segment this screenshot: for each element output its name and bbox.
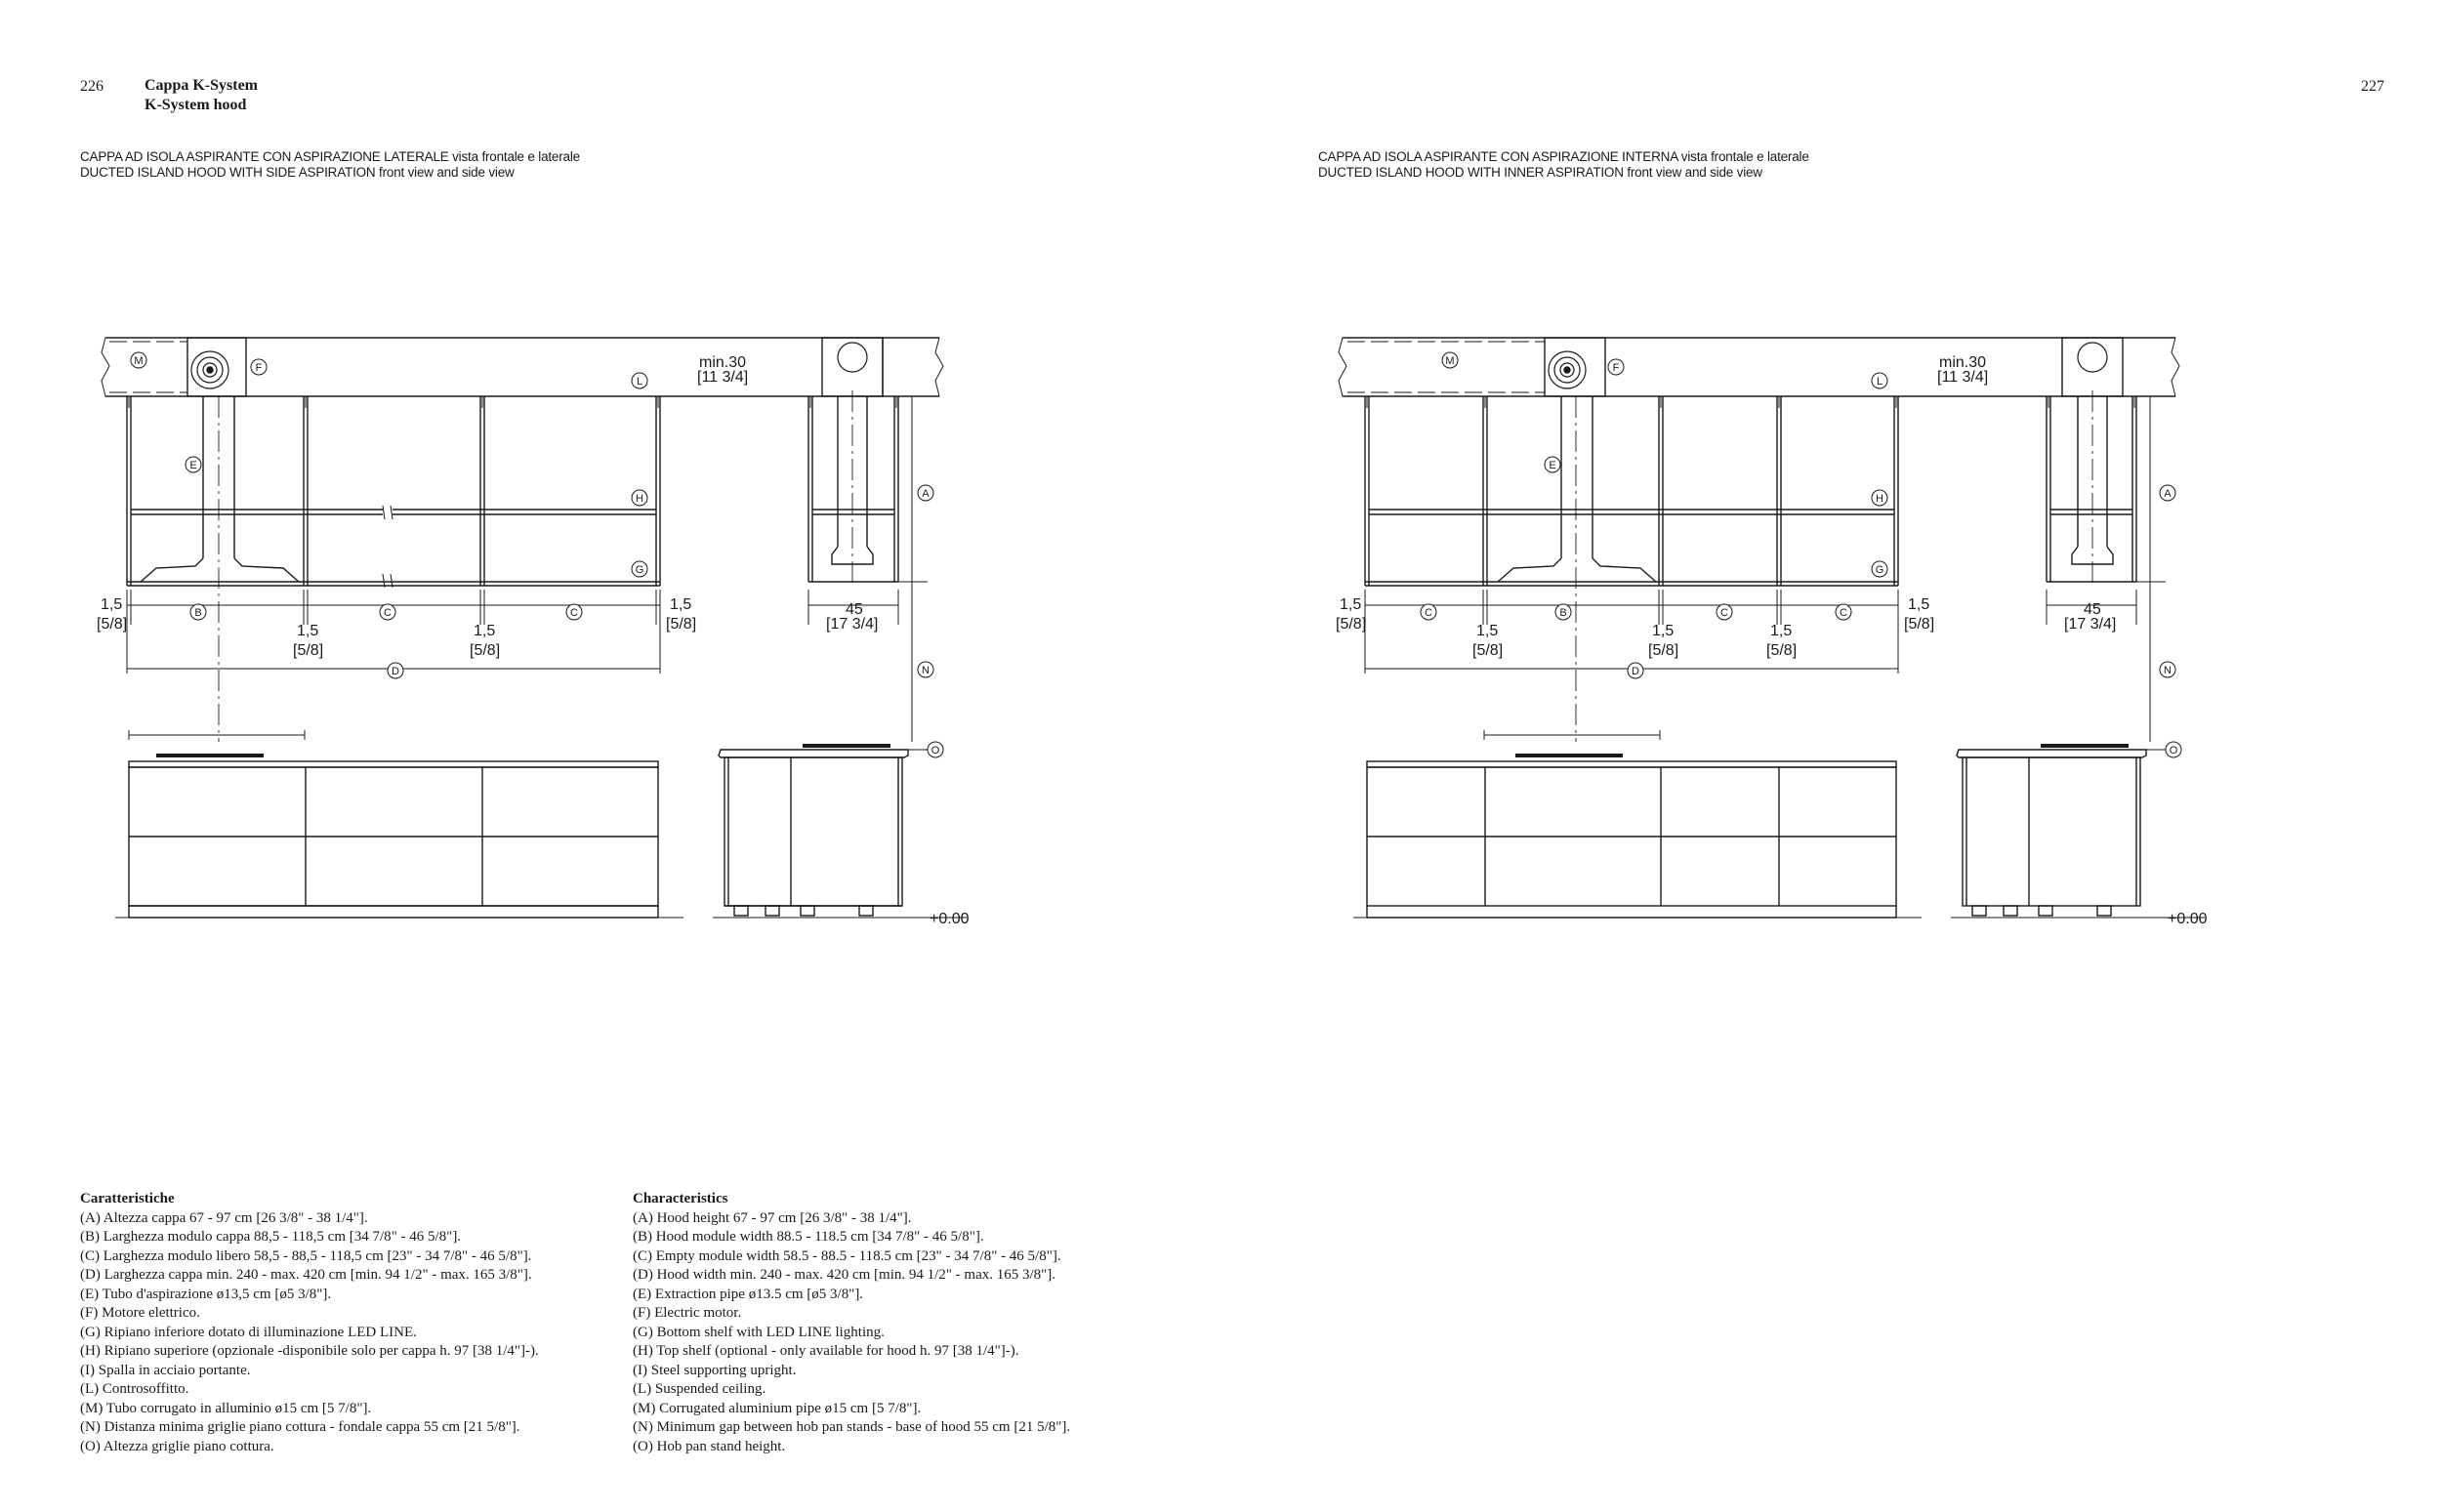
- level-left: +0.00: [930, 911, 970, 927]
- svg-text:G: G: [635, 564, 644, 576]
- dim-1-5-right-c: 1,5: [1652, 623, 1675, 639]
- dim-5-8-left-b: [5/8]: [293, 642, 324, 659]
- feature-item: (G) Ripiano inferiore dotato di illuminazione LED LINE.: [80, 1324, 417, 1340]
- feature-item: (A) Altezza cappa 67 - 97 cm [26 3/8" - 38 1/4"].: [80, 1209, 368, 1226]
- dim-5-8-right-c: [5/8]: [1648, 642, 1679, 659]
- svg-text:C: C: [570, 607, 578, 619]
- dim-1-5-left-b: 1,5: [297, 623, 319, 639]
- svg-text:B: B: [1559, 607, 1567, 619]
- dim-5-8-left-a: [5/8]: [97, 616, 128, 633]
- svg-text:L: L: [636, 376, 643, 388]
- island-side-left: [713, 744, 967, 918]
- feature-item: (C) Empty module width 58.5 - 88.5 - 118.5 cm [23" - 34 7/8" - 46 5/8"].: [633, 1247, 1061, 1264]
- svg-text:B: B: [194, 607, 202, 619]
- caption-left-italian: CAPPA AD ISOLA ASPIRANTE CON ASPIRAZIONE LATERALE vista frontale e laterale: [80, 149, 580, 164]
- dim-min30-in-left: [11 3/4]: [697, 369, 749, 386]
- feature-item: (N) Distanza minima griglie piano cottura - fondale cappa 55 cm [21 5/8"].: [80, 1419, 520, 1435]
- svg-text:C: C: [384, 607, 392, 619]
- feature-item: (B) Larghezza modulo cappa 88,5 - 118,5 cm [34 7/8" - 46 5/8"].: [80, 1229, 462, 1245]
- feature-item: (F) Motore elettrico.: [80, 1305, 200, 1321]
- dim-min30-right: min.30: [1939, 354, 1987, 371]
- feature-item: (A) Hood height 67 - 97 cm [26 3/8" - 38 1/4"].: [633, 1209, 912, 1226]
- dim-45-in-left: [17 3/4]: [826, 616, 879, 633]
- feature-item: (O) Hob pan stand height.: [633, 1438, 786, 1454]
- feature-item: (M) Corrugated aluminium pipe ø15 cm [5 7/8"].: [633, 1400, 922, 1416]
- feature-item: (G) Bottom shelf with LED LINE lighting.: [633, 1324, 885, 1340]
- level-right: +0.00: [2168, 911, 2208, 927]
- feature-item: (I) Spalla in acciaio portante.: [80, 1362, 251, 1378]
- feature-item: (I) Steel supporting upright.: [633, 1362, 797, 1378]
- dim-5-8-right-b: [5/8]: [1472, 642, 1504, 659]
- features-english: [633, 1190, 1199, 1456]
- svg-text:A: A: [2164, 488, 2172, 500]
- svg-text:F: F: [255, 362, 263, 374]
- svg-text:M: M: [1445, 355, 1455, 367]
- svg-text:N: N: [922, 665, 930, 676]
- dim-1-5-left-c: 1,5: [474, 623, 496, 639]
- dim-5-8-right-a: [5/8]: [1336, 616, 1367, 633]
- features-italian-heading: Caratteristiche: [80, 1191, 175, 1206]
- dim-45-left: 45: [846, 601, 863, 618]
- dim-min30-in-right: [11 3/4]: [1937, 369, 1989, 386]
- island-side-right: [1951, 744, 2205, 918]
- caption-right-italian: CAPPA AD ISOLA ASPIRANTE CON ASPIRAZIONE INTERNA vista frontale e laterale: [1318, 149, 1809, 164]
- title-english: K-System hood: [145, 97, 247, 113]
- ceiling-beam-right: [1339, 338, 2179, 396]
- dim-min30-left: min.30: [699, 354, 747, 371]
- island-front-left: [115, 730, 683, 918]
- features-italian-list: [80, 1209, 627, 1457]
- dim-5-8-left-d: [5/8]: [666, 616, 697, 633]
- feature-item: (L) Suspended ceiling.: [633, 1381, 766, 1397]
- svg-text:A: A: [922, 488, 930, 500]
- dim-1-5-right-b: 1,5: [1476, 623, 1499, 639]
- svg-text:D: D: [392, 666, 399, 677]
- feature-item: (D) Hood width min. 240 - max. 420 cm [min. 94 1/2" - max. 165 3/8"].: [633, 1267, 1056, 1283]
- dim-5-8-right-d: [5/8]: [1766, 642, 1798, 659]
- feature-item: (L) Controsoffitto.: [80, 1381, 189, 1397]
- dim-5-8-right-e: [5/8]: [1904, 616, 1935, 633]
- feature-item: (O) Altezza griglie piano cottura.: [80, 1438, 274, 1454]
- svg-text:H: H: [1876, 493, 1883, 505]
- svg-text:E: E: [1549, 460, 1556, 471]
- features-english-heading: Characteristics: [633, 1191, 728, 1206]
- motor-box-right: [1545, 338, 1605, 396]
- side-motor-box-left: [822, 338, 883, 396]
- dim-1-5-right-e: 1,5: [1908, 596, 1930, 613]
- feature-item: (H) Top shelf (optional - only available for hood h. 97 [38 1/4"]-).: [633, 1343, 1019, 1359]
- svg-text:D: D: [1632, 666, 1639, 677]
- side-view-hood-left: [808, 390, 898, 586]
- svg-text:F: F: [1612, 362, 1620, 374]
- svg-text:E: E: [189, 460, 197, 471]
- features-english-list: [633, 1209, 1199, 1457]
- feature-item: (H) Ripiano superiore (opzionale -disponibile solo per cappa h. 97 [38 1/4"]-).: [80, 1343, 539, 1359]
- page-number-right: 227: [2361, 78, 2384, 95]
- dim-1-5-right-a: 1,5: [1340, 596, 1362, 613]
- svg-text:O: O: [2169, 745, 2178, 756]
- feature-item: (B) Hood module width 88.5 - 118.5 cm [34 7/8" - 46 5/8"].: [633, 1229, 984, 1245]
- island-front-right: [1353, 730, 1922, 918]
- features-italian: [80, 1190, 627, 1456]
- dim-45-in-right: [17 3/4]: [2064, 616, 2117, 633]
- feature-item: (D) Larghezza cappa min. 240 - max. 420 cm [min. 94 1/2" - max. 165 3/8"].: [80, 1267, 532, 1283]
- feature-item: (N) Minimum gap between hob pan stands - base of hood 55 cm [21 5/8"].: [633, 1419, 1071, 1435]
- svg-text:L: L: [1876, 376, 1883, 388]
- dim-45-right: 45: [2084, 601, 2101, 618]
- side-motor-box-right: [2062, 338, 2123, 396]
- svg-text:C: C: [1425, 607, 1432, 619]
- dim-1-5-right-d: 1,5: [1770, 623, 1793, 639]
- svg-text:C: C: [1840, 607, 1847, 619]
- svg-text:C: C: [1720, 607, 1728, 619]
- caption-left-english: DUCTED ISLAND HOOD WITH SIDE ASPIRATION front view and side view: [80, 165, 515, 180]
- feature-item: (C) Larghezza modulo libero 58,5 - 88,5 - 118,5 cm [23" - 34 7/8" - 46 5/8"].: [80, 1247, 532, 1264]
- dim-1-5-left-a: 1,5: [101, 596, 123, 613]
- svg-text:M: M: [134, 355, 144, 367]
- svg-text:H: H: [636, 493, 643, 505]
- side-view-hood-right: [2047, 390, 2136, 586]
- feature-item: (E) Extraction pipe ø13.5 cm [ø5 3/8"].: [633, 1286, 864, 1302]
- feature-item: (F) Electric motor.: [633, 1305, 742, 1321]
- feature-item: (M) Tubo corrugato in alluminio ø15 cm [5 7/8"].: [80, 1400, 372, 1416]
- page-number-left: 226: [80, 78, 103, 95]
- dim-5-8-left-c: [5/8]: [470, 642, 501, 659]
- feature-item: (E) Tubo d'aspirazione ø13,5 cm [ø5 3/8"].: [80, 1286, 332, 1302]
- hood-uprights-right: [1365, 396, 1898, 586]
- svg-text:G: G: [1875, 564, 1884, 576]
- caption-right-english: DUCTED ISLAND HOOD WITH INNER ASPIRATION front view and side view: [1318, 165, 1762, 180]
- hood-uprights-left: [127, 396, 660, 586]
- svg-text:O: O: [931, 745, 940, 756]
- title-italian: Cappa K-System: [145, 77, 259, 94]
- dim-1-5-left-d: 1,5: [670, 596, 692, 613]
- svg-text:N: N: [2164, 665, 2172, 676]
